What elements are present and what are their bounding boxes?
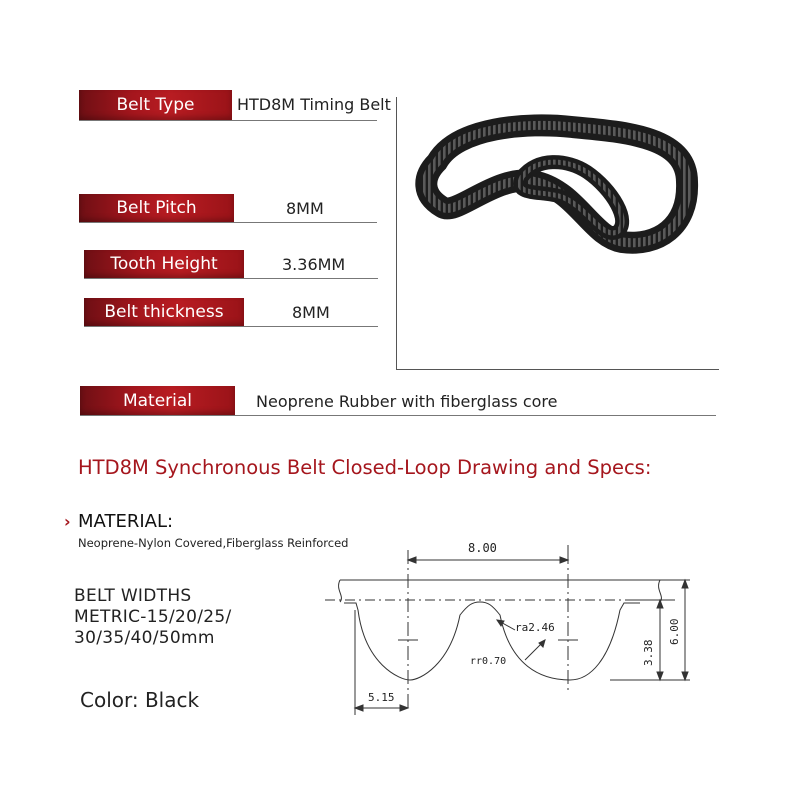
dim-tooth-width: 5.15 bbox=[368, 691, 395, 704]
material-rule bbox=[80, 415, 716, 416]
belt-pitch-label: Belt Pitch bbox=[79, 194, 234, 222]
belt-widths-line-1: BELT WIDTHS bbox=[74, 586, 192, 606]
dim-tooth-height: 3.38 bbox=[642, 639, 655, 666]
belt-widths bbox=[74, 586, 232, 649]
chevron-right-icon: › bbox=[64, 512, 71, 531]
tooth-height-value: 3.36MM bbox=[282, 255, 346, 274]
belt-type-rule bbox=[79, 120, 377, 121]
belt-illustration bbox=[397, 97, 719, 369]
belt-thickness-rule bbox=[84, 326, 378, 327]
dim-ra: ra2.46 bbox=[515, 621, 555, 634]
product-photo bbox=[396, 97, 719, 370]
material-description: Neoprene-Nylon Covered,Fiberglass Reinforced bbox=[78, 536, 349, 550]
belt-thickness-value: 8MM bbox=[292, 303, 330, 322]
material-value: Neoprene Rubber with fiberglass core bbox=[256, 392, 558, 411]
drawing-heading: HTD8M Synchronous Belt Closed-Loop Drawing and Specs: bbox=[78, 456, 652, 479]
material-title: MATERIAL: bbox=[78, 511, 174, 532]
material-label: Material bbox=[80, 386, 235, 415]
belt-pitch-value: 8MM bbox=[286, 199, 324, 218]
tooth-height-rule bbox=[84, 278, 378, 279]
dim-rr: rr0.70 bbox=[470, 656, 507, 667]
belt-thickness-label: Belt thickness bbox=[84, 298, 244, 326]
tooth-height-label: Tooth Height bbox=[84, 250, 244, 278]
belt-color: Color: Black bbox=[80, 688, 200, 712]
belt-type-value: HTD8M Timing Belt bbox=[237, 95, 391, 114]
belt-widths-line-2: METRIC-15/20/25/ bbox=[74, 607, 232, 627]
belt-pitch-rule bbox=[79, 222, 377, 223]
belt-type-label: Belt Type bbox=[79, 90, 232, 120]
belt-widths-line-3: 30/35/40/50mm bbox=[74, 628, 215, 648]
dim-pitch: 8.00 bbox=[468, 541, 497, 555]
dim-total-height: 6.00 bbox=[668, 618, 681, 645]
